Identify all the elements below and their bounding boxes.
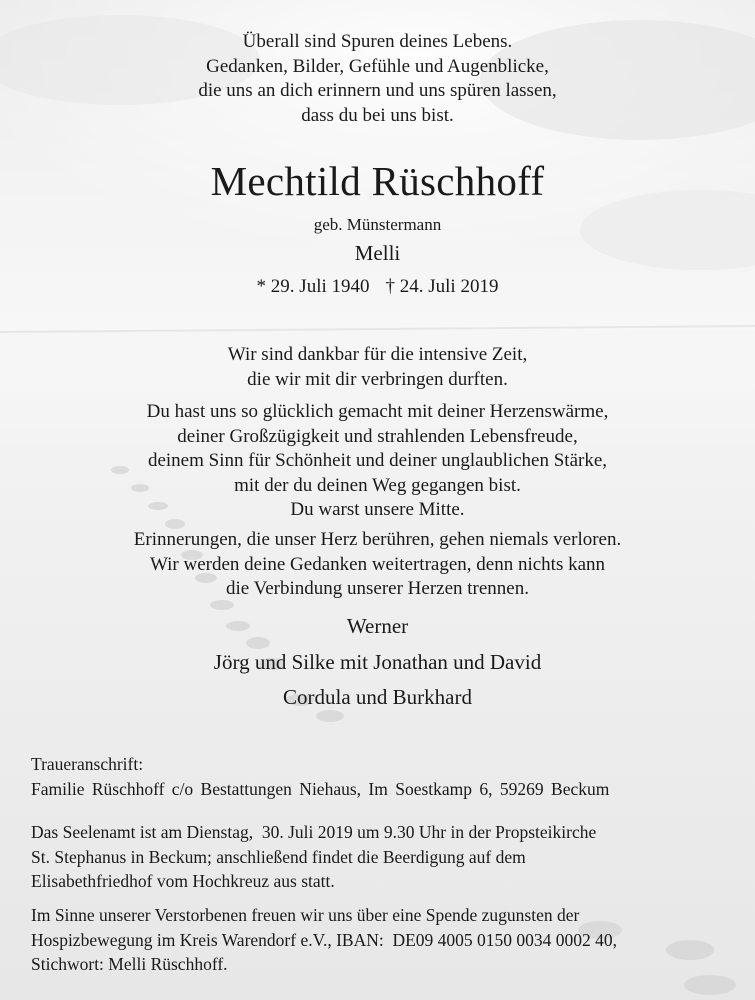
life-dates	[0, 275, 755, 299]
opening-poem	[0, 30, 755, 128]
tribute-line: deiner Großzügigkeit und strahlenden Lebensfreude,	[177, 425, 578, 447]
tribute-line: deinem Sinn für Schönheit und deiner unglaublichen Stärke,	[147, 450, 608, 471]
mourner-name: Cordula und Burkhard	[283, 685, 472, 709]
service-line: Elisabethfriedhof vom Hochkreuz aus statt.	[31, 871, 335, 891]
service-info	[31, 820, 731, 894]
poem-line: Gedanken, Bilder, Gefühle und Augenblicke,	[206, 55, 549, 77]
tribute-line: Wir sind dankbar für die intensive Zeit,	[227, 344, 528, 365]
nickname: Melli	[354, 241, 401, 265]
donation-line: Hospizbewegung im Kreis Warendorf e.V., IBAN: DE09 4005 0150 0034 0002 40,	[31, 929, 618, 950]
address-line: Familie Rüschhoff c/o Bestattungen Niehaus, Im Soestkamp 6, 59269 Beckum	[31, 778, 610, 799]
poem-line: die uns an dich erinnern und uns spüren lassen,	[198, 80, 557, 101]
donation-line: Im Sinne unserer Verstorbenen freuen wir uns über eine Spende zugunsten der	[31, 905, 580, 925]
tribute-block	[0, 343, 755, 392]
mourner-name: Jörg und Silke mit Jonathan und David	[213, 650, 542, 674]
tribute-line: Wir werden deine Gedanken weitertragen, denn nichts kann	[149, 553, 606, 575]
tribute-line: Erinnerungen, die unser Herz berühren, gehen niemals verloren.	[133, 529, 622, 550]
donation-info	[31, 903, 731, 977]
poem-line: dass du bei uns bist.	[301, 104, 454, 126]
address-label: Traueranschrift:	[31, 754, 144, 774]
condolence-address	[31, 752, 731, 801]
tribute-line: Du hast uns so glücklich gemacht mit deiner Herzenswärme,	[146, 401, 609, 422]
birth-date: * 29. Juli 1940	[256, 276, 370, 297]
tribute-block	[0, 528, 755, 602]
service-line: St. Stephanus in Beckum; anschließend findet die Beerdigung auf dem	[31, 846, 526, 867]
tribute-block	[0, 400, 755, 523]
mourner-name: Werner	[346, 614, 409, 638]
service-line: Das Seelenamt ist am Dienstag, 30. Juli 2019 um 9.30 Uhr in der Propsteikirche	[31, 822, 597, 842]
tribute-line: mit der du deinen Weg gegangen bist.	[234, 474, 521, 496]
birth-name: geb. Münstermann	[313, 215, 442, 234]
death-date: † 24. Juli 2019	[385, 276, 499, 297]
tribute-line: die Verbindung unserer Herzen trennen.	[225, 578, 529, 599]
deceased-name: Mechtild Rüschhoff	[210, 158, 545, 204]
donation-line: Stichwort: Melli Rüschhoff.	[31, 954, 228, 974]
tribute-line: Du warst unsere Mitte.	[290, 499, 465, 520]
poem-line: Überall sind Spuren deines Lebens.	[242, 31, 513, 52]
tribute-line: die wir mit dir verbringen durften.	[247, 368, 508, 390]
